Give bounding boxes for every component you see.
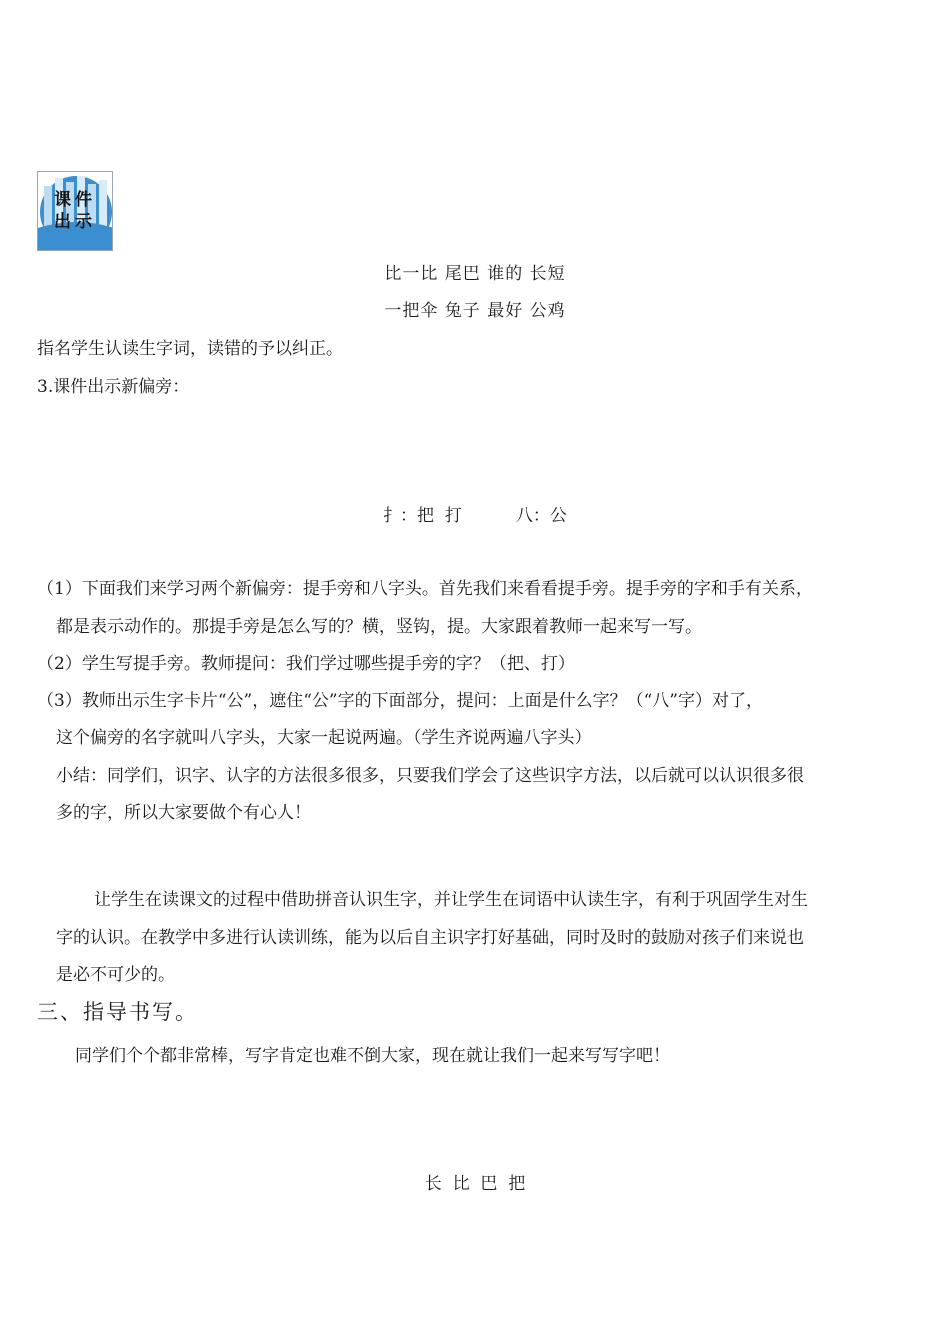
badge-label-line2: 出示 [54,212,96,232]
design-line-3: 是必不可少的。 [56,965,175,985]
summary-line-1: 小结：同学们，识字、认字的方法很多很多，只要我们学会了这些识字方法，以后就可以认识很多很 [56,766,804,786]
paragraph-1-line-1: （1）下面我们来学习两个新偏旁：提手旁和八字头。首先我们来看看提手旁。提手旁的字和手有关系， [37,579,813,599]
word-row-2: 一把伞 兔子 最好 公鸡 [384,301,566,321]
summary-line-2: 多的字，所以大家要做个有心人！ [56,803,311,823]
badge-label-line1: 课件 [54,190,96,210]
courseware-badge [37,171,113,251]
design-line-1: 让学生在读课文的过程中借助拼音认识生字，并让学生在词语中认读生字，有利于巩固学生对生 [94,890,808,910]
section-3-heading: 三、指导书写。 [37,1000,198,1024]
paragraph-3-line-2: 这个偏旁的名字就叫八字头，大家一起说两遍。（学生齐说两遍八字头） [56,728,592,748]
paragraph-3-line-1: （3）教师出示生字卡片“公”，遮住“公”字的下面部分，提问：上面是什么字？（“八”字）对了， [37,691,763,711]
design-line-2: 字的认识。在教学中多进行认读训练，能为以后自主识字打好基础，同时及时的鼓励对孩子们来说也 [56,928,804,948]
instruction-read: 指名学生认读生字词，读错的予以纠正。 [37,339,343,359]
writing-characters: 长 比 巴 把 [424,1174,526,1194]
radicals-line: 扌：把 打 八：公 [383,506,567,526]
paragraph-1-line-2: 都是表示动作的。那提手旁是怎么写的？横，竖钩，提。大家跟着教师一起来写一写。 [56,617,702,637]
step3-title: 3.课件出示新偏旁： [37,377,190,397]
paragraph-2: （2）学生写提手旁。教师提问：我们学过哪些提手旁的字？（把、打） [37,654,575,674]
section-3-intro: 同学们个个都非常棒，写字肯定也难不倒大家，现在就让我们一起来写写字吧！ [75,1046,670,1066]
word-row-1: 比一比 尾巴 谁的 长短 [384,264,566,284]
